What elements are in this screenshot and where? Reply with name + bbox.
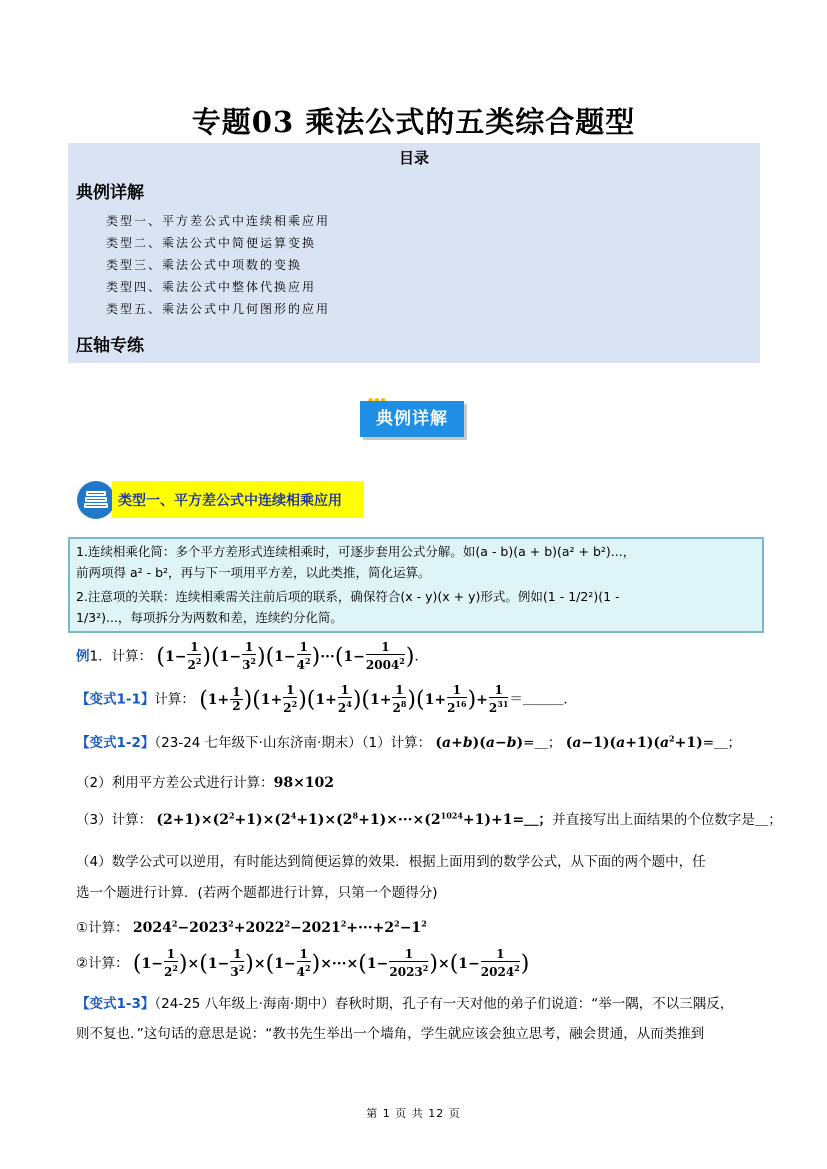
- choice-1-label: ①计算：: [76, 920, 129, 936]
- variant-1-1-blank[interactable]: ＝＿＿＿．: [509, 691, 577, 708]
- choice-2-label: ②计算：: [76, 955, 129, 972]
- variant-1-1: [76, 684, 577, 715]
- variant-1-3-line-2: 则不复也．”这句话的意思是说：“教书先生举出一个墙角，学生就应该会独立思考，融会贯通，从而类推到: [76, 1026, 705, 1042]
- toc-item-2[interactable]: 类型二、乘法公式中简便运算变换: [106, 236, 317, 250]
- question-3-text: （3）计算：: [76, 812, 153, 828]
- type-heading: 类型一、平方差公式中连续相乘应用: [118, 493, 342, 509]
- tip-line-4: 1/3²)...，每项拆分为两数和差，连续约分化简。: [76, 610, 343, 625]
- question-3: [76, 808, 782, 829]
- variant-1-3: [76, 992, 733, 1012]
- question-4-line-1: （4）数学公式可以逆用，有时能达到简便运算的效果．根据上面用到的数学公式，从下面的两个题中，任: [76, 854, 706, 870]
- variant-text: 计算：: [154, 691, 195, 708]
- type-heading-bar: [112, 481, 364, 518]
- variant-1-3-line-1: （24-25 八年级上·海南·期中）春秋时期，孔子有一天对他的弟子们说道：“举一隅，不以三隅反，: [154, 996, 734, 1012]
- example-1-end: ．: [414, 648, 428, 665]
- page-footer: 第 1 页 共 12 页: [366, 1107, 461, 1120]
- choice-2-formula: (1− $\frac{1}{2^2}$ )×(1− $\frac{1}{3^2}$ )×(1− $\frac{1}{4^2}$ )×···×(1− $\frac{1}{2023^2}$ )×(1− $\frac{1}{2024^2}$ ): [132, 947, 530, 979]
- variant-label: 【变式1-1】: [76, 691, 155, 708]
- choice-2: [76, 948, 529, 979]
- example-number: 1．计算：: [89, 648, 153, 665]
- variant-label: 【变式1-3】: [76, 996, 155, 1012]
- choice-1-formula: $2024^2-2023^2+2022^2-2021^2+\cdot\cdot\cdot+2^2-1^2$: [132, 918, 427, 936]
- question-4-line-2: 选一个题进行计算．(若两个题都进行计算，只第一个题得分): [76, 885, 438, 901]
- tips-box: [68, 537, 764, 633]
- formula-1: (a+b)(a−b): [435, 735, 524, 751]
- formula-2: $(a-1)(a+1)(a^2+1)$: [565, 733, 703, 751]
- tip-line-3: 2.注意项的关联：连续相乘需关注前后项的联系，确保符合(x - y)(x + y)形式。例如(1 - 1/2²)(1 -: [76, 589, 620, 604]
- question-3-formula: $(2+1)\times(2^2+1)\times(2^4+1)\times(2^8+1)\times\cdot\cdot\cdot\times(2^{1024}+1)+1=\_$；: [156, 810, 553, 828]
- toc-section-practice[interactable]: 压轴专练: [76, 336, 144, 356]
- variant-source: （23-24 七年级下·山东济南·期末）（1）计算：: [154, 735, 432, 751]
- example-label: 例: [76, 648, 90, 665]
- toc-item-1[interactable]: 类型一、平方差公式中连续相乘应用: [106, 214, 331, 228]
- question-2: [76, 771, 334, 791]
- question-3-tail: 并直接写出上面结果的个位数字是＿；: [552, 812, 782, 828]
- toc-item-5[interactable]: 类型五、乘法公式中几何图形的应用: [106, 302, 331, 316]
- tip-line-1: 1.连续相乘化简：多个平方差形式连续相乘时，可逐步套用公式分解。如(a - b)(a + b)(a² + b²)...，: [76, 544, 636, 559]
- section-badge: [358, 397, 468, 443]
- toc-item-4[interactable]: 类型四、乘法公式中整体代换应用: [106, 280, 317, 294]
- variant-1-1-formula: (1+ $\frac{1}{2}$ )(1+ $\frac{1}{2^2}$ )(1+ $\frac{1}{2^4}$ )(1+ $\frac{1}{2^8}$ )(1+ $\frac{1}{2^{16}}$ )+ $\frac{1}{2^{31}}$: [199, 683, 509, 715]
- choice-1: [76, 916, 427, 936]
- page-title: 专题03 乘法公式的五类综合题型: [191, 105, 636, 139]
- tip-line-2: 前两项得 a² - b²，再与下一项用平方差，以此类推，简化运算。: [76, 565, 431, 580]
- toc-section-examples[interactable]: 典例详解: [76, 183, 144, 203]
- question-2-text: （2）利用平方差公式进行计算：: [76, 775, 274, 791]
- toc-heading: 目录: [398, 149, 429, 167]
- variant-label: 【变式1-2】: [76, 735, 155, 751]
- books-icon: [76, 480, 116, 520]
- example-1-formula: (1− $\frac{1}{2^2}$ )(1− $\frac{1}{3^2}$ )(1− $\frac{1}{4^2}$ )···(1− $\frac{1}{2004^2}$ ): [156, 640, 415, 672]
- table-of-contents: [68, 143, 760, 363]
- variant-1-2: 【变式1-2】（23-24 七年级下·山东济南·期末）（1）计算： (a+b)(a−b)=＿； $(a-1)(a+1)(a^2+1)=\_$；: [76, 733, 742, 751]
- toc-item-3[interactable]: 类型三、乘法公式中项数的变换: [106, 258, 303, 272]
- example-1: [76, 641, 428, 672]
- badge-label: 典例详解: [360, 401, 464, 437]
- question-2-math: 98×102: [273, 775, 335, 791]
